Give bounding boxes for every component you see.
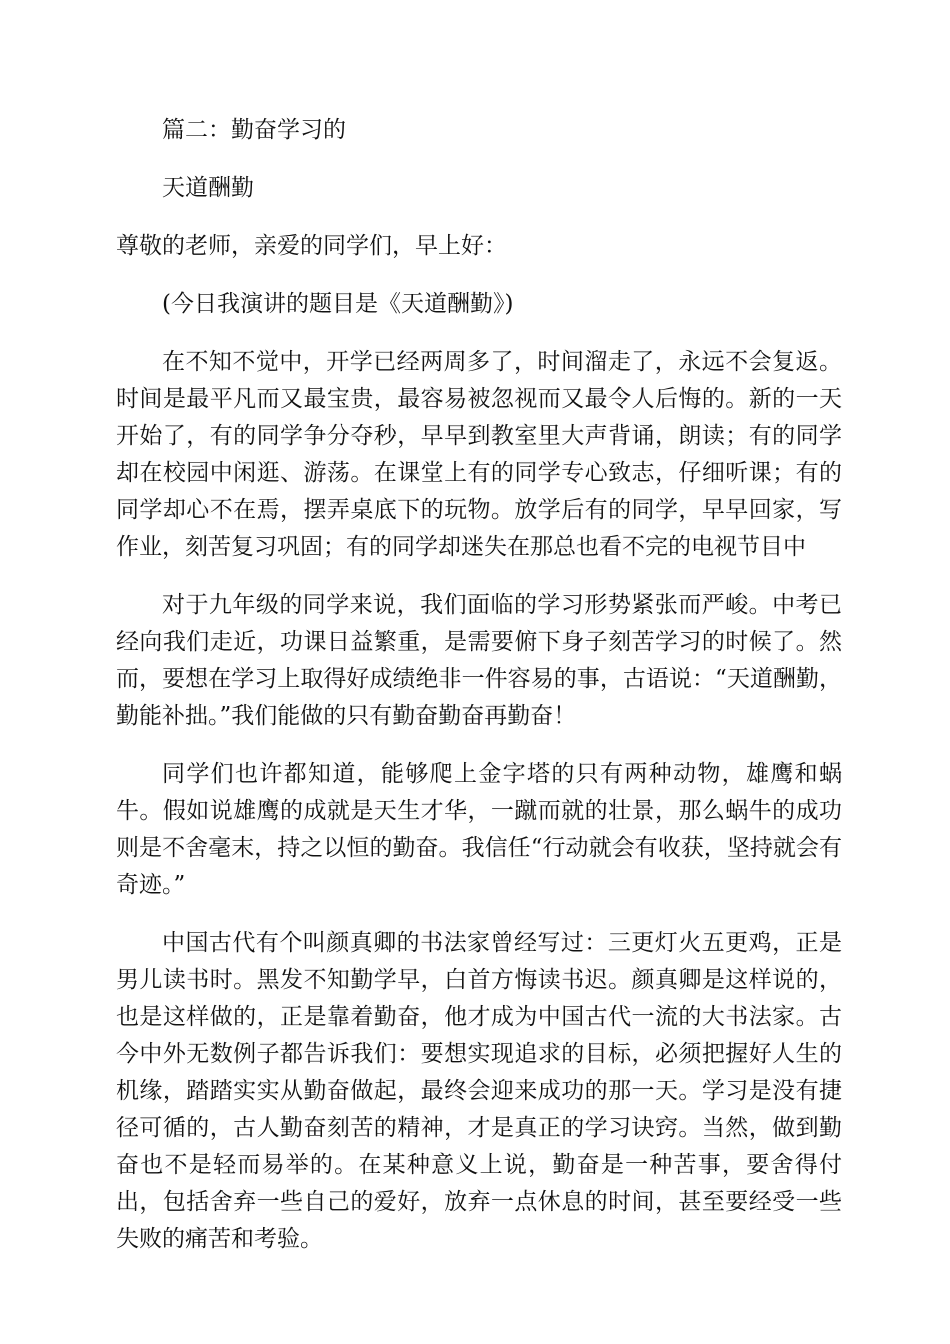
paragraph-1: 在不知不觉中，开学已经两周多了，时间溜走了，永远不会复返。时间是最平凡而又最宝贵，最容易被忽视而又最令人后悔的。新的一天开始了，有的同学争分夺秒，早早到教室里大声背诵，朗读；有的同学却在校园中闲逛、游荡。在课堂上有的同学专心致志，仔细听课；有的同学却心不在焉，摆弄桌底下的玩物。放学后有的同学，早早回家，写作业，刻苦复习巩固；有的同学却迷失在那总也看不完的电视节目中 bbox=[116, 349, 842, 560]
topic-line: (今日我演讲的题目是《天道酬勤》) bbox=[162, 291, 514, 317]
paragraph-3: 同学们也许都知道，能够爬上金字塔的只有两种动物，雄鹰和蜗牛。假如说雄鹰的成就是天生才华，一蹴而就的壮景，那么蜗牛的成功则是不舍毫末，持之以恒的勤奋。我信任“行动就会有收获，坚持就会有奇迹。” bbox=[116, 761, 842, 898]
speech-title: 天道酬勤 bbox=[162, 175, 254, 201]
paragraph-2: 对于九年级的同学来说，我们面临的学习形势紧张而严峻。中考已经向我们走近，功课日益繁重，是需要俯下身子刻苦学习的时候了。然而，要想在学习上取得好成绩绝非一件容易的事，古语说：“天道酬勤，勤能补拙。”我们能做的只有勤奋勤奋再勤奋！ bbox=[116, 592, 842, 729]
section-heading: 篇二：勤奋学习的 bbox=[162, 117, 346, 143]
paragraph-4: 中国古代有个叫颜真卿的书法家曾经写过：三更灯火五更鸡，正是男儿读书时。黑发不知勤学早，白首方悔读书迟。颜真卿是这样说的，也是这样做的，正是靠着勤奋，他才成为中国古代一流的大书法家。古今中外无数例子都告诉我们：要想实现追求的目标，必须把握好人生的机缘，踏踏实实从勤奋做起，最终会迎来成功的那一天。学习是没有捷径可循的，古人勤奋刻苦的精神，才是真正的学习诀窍。当然，做到勤奋也不是轻而易举的。在某种意义上说，勤奋是一种苦事，要舍得付出，包括舍弃一些自己的爱好，放弃一点休息的时间，甚至要经受一些失败的痛苦和考验。 bbox=[116, 930, 842, 1252]
salutation: 尊敬的老师，亲爱的同学们，早上好： bbox=[116, 233, 507, 259]
